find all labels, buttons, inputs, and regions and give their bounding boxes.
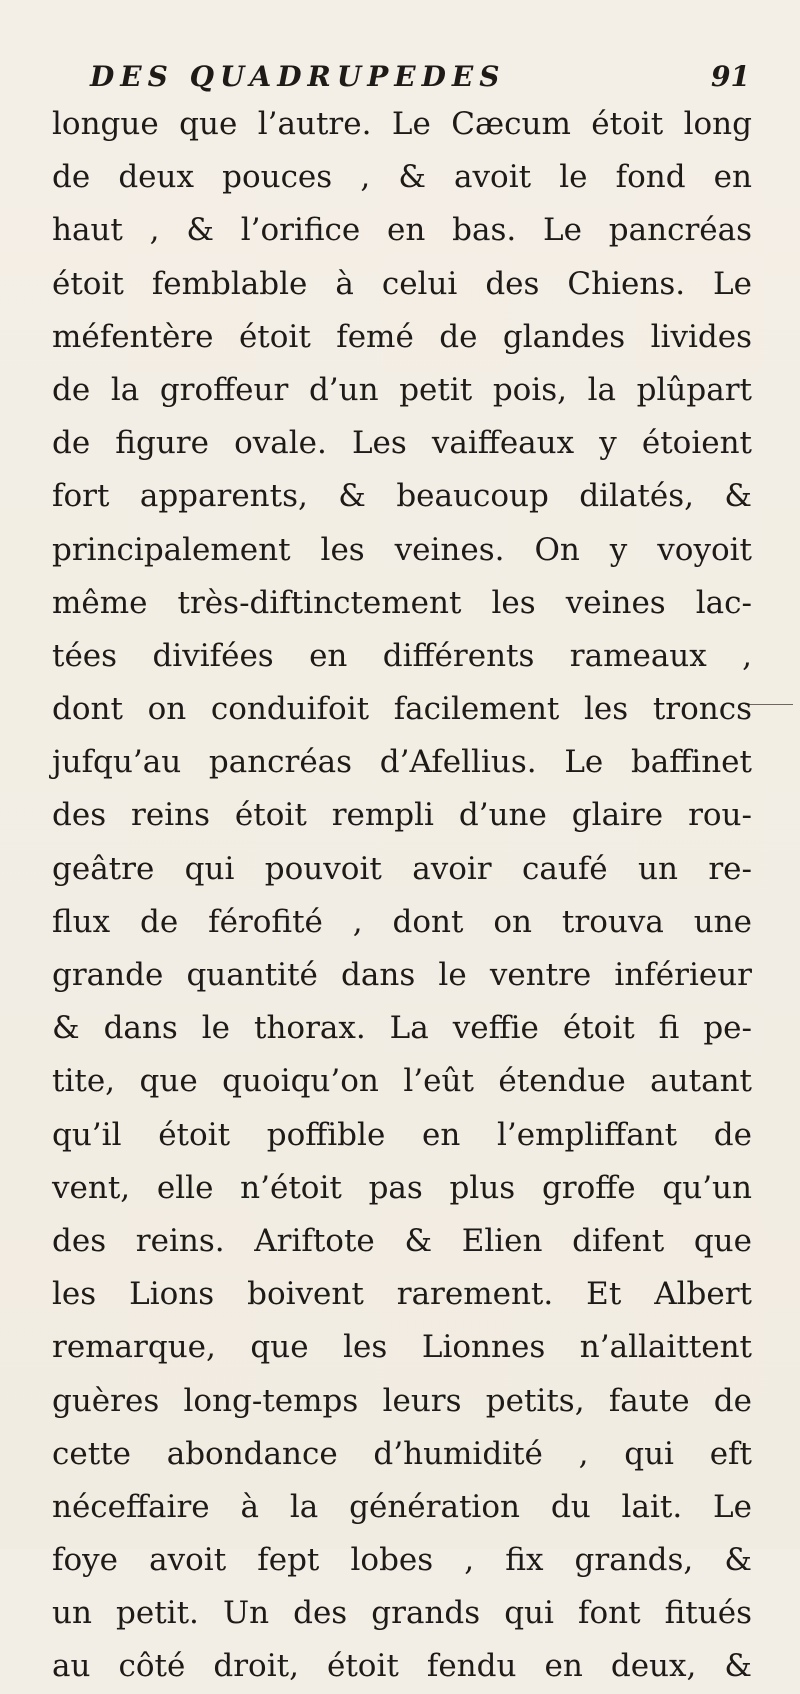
text-line: qu’il étoit poffible en l’empliffant de [52,1116,752,1153]
text-line: remarque, que les Lionnes n’allaittent [52,1329,752,1366]
text-line: au côté droit, étoit fendu en deux, & [52,1648,752,1685]
text-line: des reins. Ariftote & Elien difent que [52,1222,752,1259]
text-line: cette abondance d’humidité , qui eft [52,1435,752,1472]
text-line: des reins étoit rempli d’une glaire rou- [52,797,752,834]
text-line: & dans le thorax. La veffie étoit fi pe- [52,1010,752,1047]
text-line: de deux pouces , & avoit le fond en [52,159,752,196]
text-line: foye avoit fept lobes , fix grands, & [52,1542,752,1579]
text-line: geâtre qui pouvoit avoir caufé un re- [52,850,752,887]
text-line: un petit. Un des grands qui font fitués [52,1595,752,1632]
text-line: dont on conduifoit facilement les troncs [52,691,752,728]
margin-mark [745,704,793,705]
text-line: guères long-temps leurs petits, faute de [52,1382,752,1419]
text-line: jufqu’au pancréas d’Afellius. Le baffinet [52,744,752,781]
text-line: de la groffeur d’un petit pois, la plûpart [52,371,752,408]
text-line: néceffaire à la génération du lait. Le [52,1488,752,1525]
text-line: grande quantité dans le ventre inférieur [52,957,752,993]
text-line: de figure ovale. Les vaiffeaux y étoient [52,425,752,462]
text-line: même très-diftinctement les veines lac- [52,584,752,621]
text-line: longue que l’autre. Le Cæcum étoit long [52,106,752,142]
text-line: haut , & l’orifice en bas. Le pancréas [52,212,752,249]
text-line: principalement les veines. On y voyoit [52,531,752,568]
text-line: fort apparents, & beaucoup dilatés, & [52,478,752,515]
body-text [52,98,752,1694]
text-line: flux de férofité , dont on trouva une [52,903,752,940]
running-title: DES QUADRUPEDES [90,60,506,93]
text-line: étoit femblable à celui des Chiens. Le [52,265,752,302]
text-line: les Lions boivent rarement. Et Albert [52,1276,752,1313]
text-line: tite, que quoiqu’on l’eût étendue autant [52,1063,752,1100]
page-number: 91 [711,60,750,93]
text-line: vent, elle n’étoit pas plus groffe qu’un [52,1169,752,1206]
text-line: tées divifées en différents rameaux , [52,637,752,674]
text-line: méfentère étoit femé de glandes livides [52,318,752,355]
